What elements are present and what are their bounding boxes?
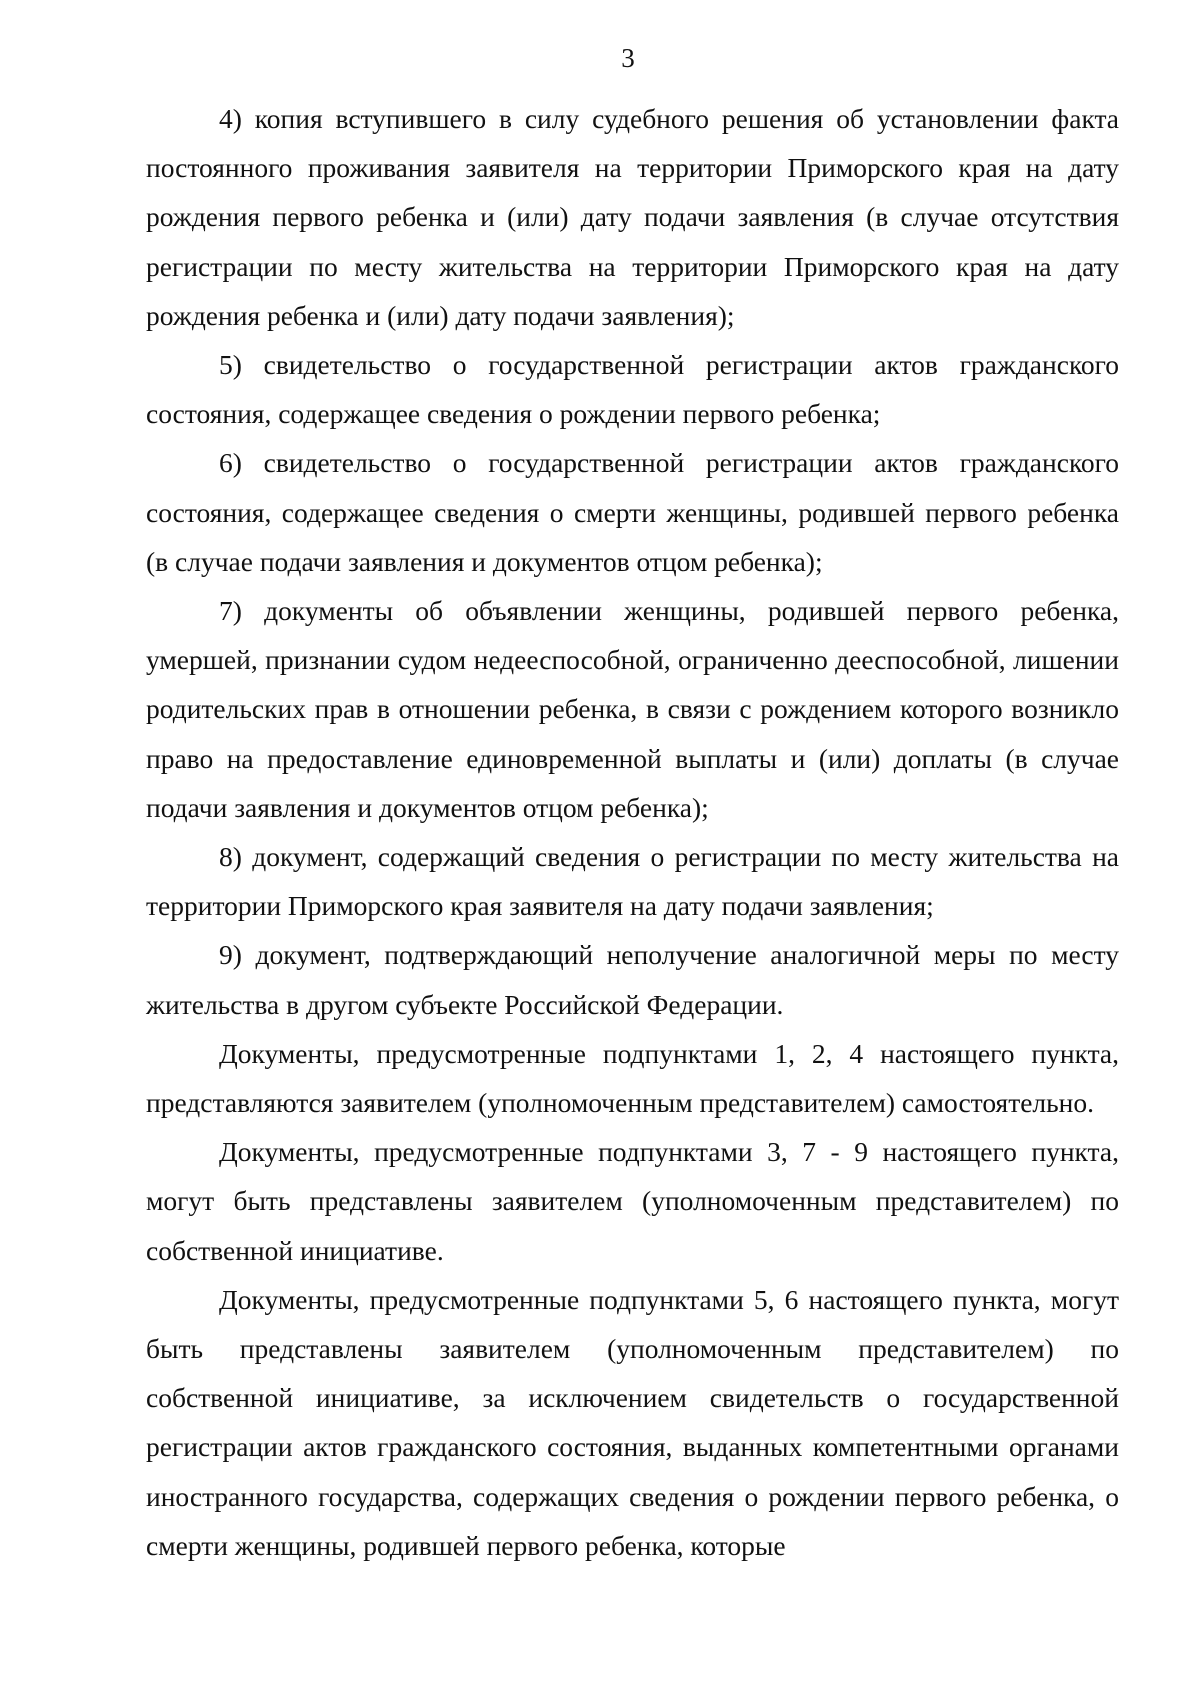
paragraph-documents-optional: Документы, предусмотренные подпунктами 3, 7 - 9 настоящего пункта, могут быть представлены заявителем (уполномоченным представителем) по собственной инициативе. — [146, 1136, 1119, 1266]
paragraph-item-9: 9) документ, подтверждающий неполучение аналогичной меры по месту жительства в другом субъекте Российской Федерации. — [146, 939, 1119, 1020]
paragraph-item-7: 7) документы об объявлении женщины, родившей первого ребенка, умершей, признании судом недееспособной, ограниченно дееспособной, лишении родительских прав в отношении ребенка, в связи с рождением которого возникло право на предоставление единовременной выплаты и (или) доплаты (в случае подачи заявления и документов отцом ребенка); — [146, 595, 1119, 823]
page-number: 3 — [621, 43, 635, 73]
paragraph-item-5: 5) свидетельство о государственной регистрации актов гражданского состояния, содержащее сведения о рождении первого ребенка; — [146, 349, 1119, 430]
paragraph-item-6: 6) свидетельство о государственной регистрации актов гражданского состояния, содержащее сведения о смерти женщины, родившей первого ребенка (в случае подачи заявления и документов отцом ребенка); — [146, 447, 1119, 577]
paragraph-item-8: 8) документ, содержащий сведения о регистрации по месту жительства на территории Приморского края заявителя на дату подачи заявления; — [146, 841, 1119, 922]
paragraph-documents-optional-exceptions: Документы, предусмотренные подпунктами 5, 6 настоящего пункта, могут быть представлены заявителем (уполномоченным представителем) по собственной инициативе, за исключением свидетельств о государственной регистрации актов гражданского состояния, выданных компетентными органами иностранного государства, содержащих сведения о рождении первого ребенка, о смерти женщины, родившей первого ребенка, которые — [146, 1283, 1119, 1561]
paragraph-documents-self-submitted: Документы, предусмотренные подпунктами 1, 2, 4 настоящего пункта, представляются заявителем (уполномоченным представителем) самостоятельно. — [146, 1037, 1119, 1119]
document-body — [146, 94, 1119, 1570]
paragraph-item-4: 4) копия вступившего в силу судебного решения об установлении факта постоянного проживания заявителя на территории Приморского края на дату рождения первого ребенка и (или) дату подачи заявления (в случае отсутствия регистрации по месту жительства на территории Приморского края на дату рождения ребенка и (или) дату подачи заявления); — [146, 103, 1119, 331]
